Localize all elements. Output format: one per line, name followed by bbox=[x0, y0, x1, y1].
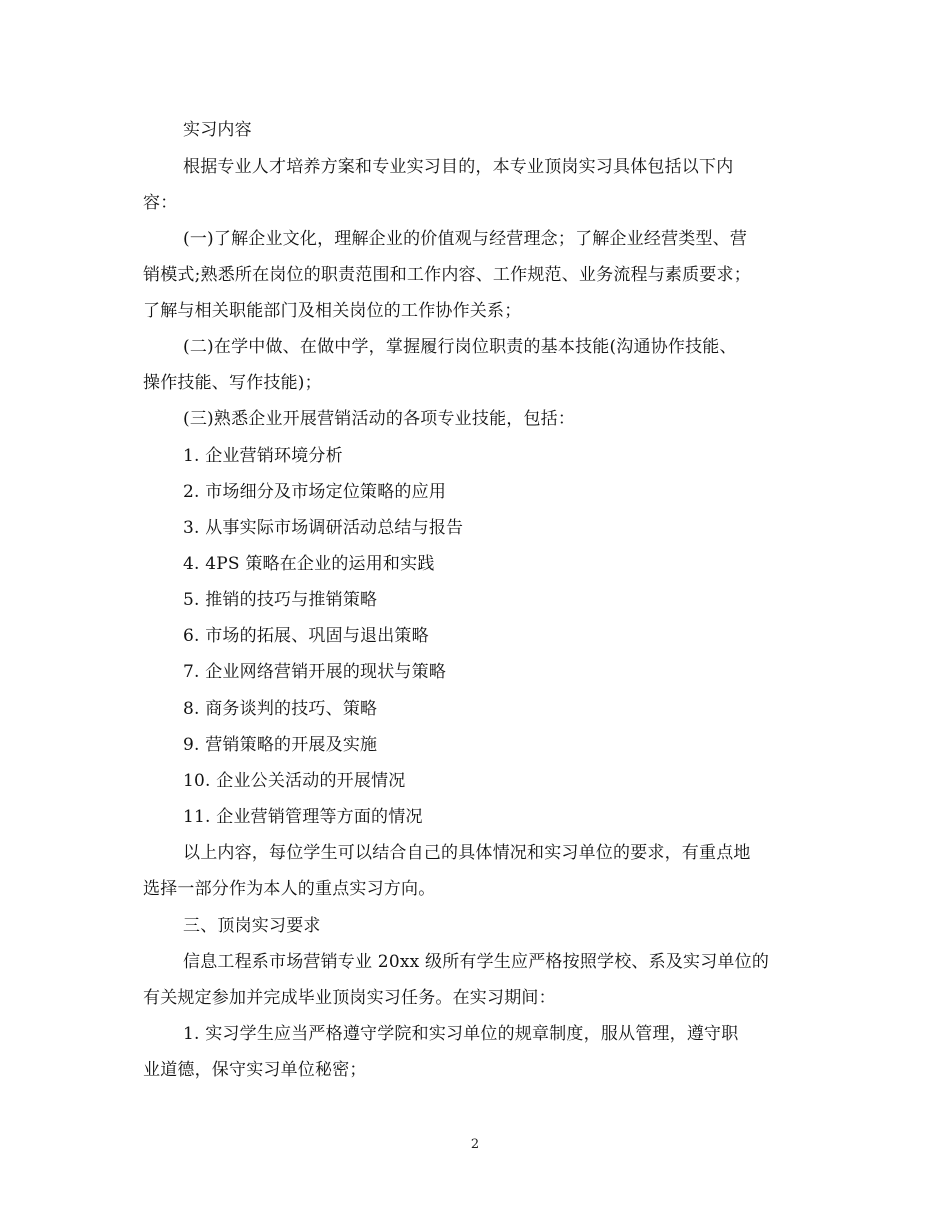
list-item: 2. 市场细分及市场定位策略的应用 bbox=[183, 482, 447, 502]
page-number: 2 bbox=[470, 1137, 480, 1152]
paragraph-line: 有关规定参加并完成毕业顶岗实习任务。在实习期间： bbox=[143, 988, 556, 1008]
list-item: 4. 4PS 策略在企业的运用和实践 bbox=[183, 554, 435, 574]
list-item: 1. 企业营销环境分析 bbox=[183, 446, 343, 466]
paragraph-line: 以上内容，每位学生可以结合自己的具体情况和实习单位的要求，有重点地 bbox=[183, 843, 751, 863]
list-item: 3. 从事实际市场调研活动总结与报告 bbox=[183, 518, 464, 538]
paragraph-line: 操作技能、写作技能)； bbox=[143, 373, 322, 393]
paragraph-line: (三)熟悉企业开展营销活动的各项专业技能，包括： bbox=[183, 409, 576, 429]
paragraph-line: 业道德，保守实习单位秘密； bbox=[143, 1060, 367, 1080]
list-item: 1. 实习学生应当严格遵守学院和实习单位的规章制度，服从管理，遵守职 bbox=[183, 1024, 739, 1044]
paragraph-line: 了解与相关职能部门及相关岗位的工作协作关系； bbox=[143, 301, 522, 321]
list-item: 5. 推销的技巧与推销策略 bbox=[183, 590, 378, 610]
list-item: 11. 企业营销管理等方面的情况 bbox=[183, 807, 423, 827]
list-item: 6. 市场的拓展、巩固与退出策略 bbox=[183, 626, 429, 646]
paragraph-line: 容： bbox=[143, 193, 178, 213]
list-item: 9. 营销策略的开展及实施 bbox=[183, 735, 378, 755]
paragraph-line: 选择一部分作为本人的重点实习方向。 bbox=[143, 879, 436, 899]
paragraph-line: 销模式;熟悉所在岗位的职责范围和工作内容、工作规范、业务流程与素质要求； bbox=[143, 265, 751, 285]
paragraph-line: (二)在学中做、在做中学，掌握履行岗位职责的基本技能(沟通协作技能、 bbox=[183, 337, 737, 357]
section-heading-content: 实习内容 bbox=[183, 120, 252, 140]
paragraph-line: (一)了解企业文化，理解企业的价值观与经营理念；了解企业经营类型、营 bbox=[183, 229, 748, 249]
list-item: 10. 企业公关活动的开展情况 bbox=[183, 771, 406, 791]
paragraph-line: 信息工程系市场营销专业 20xx 级所有学生应严格按照学校、系及实习单位的 bbox=[183, 952, 770, 972]
list-item: 7. 企业网络营销开展的现状与策略 bbox=[183, 662, 447, 682]
paragraph-line: 根据专业人才培养方案和专业实习目的，本专业顶岗实习具体包括以下内 bbox=[183, 157, 734, 177]
list-item: 8. 商务谈判的技巧、策略 bbox=[183, 699, 378, 719]
section-heading-requirements: 三、顶岗实习要求 bbox=[183, 916, 321, 936]
